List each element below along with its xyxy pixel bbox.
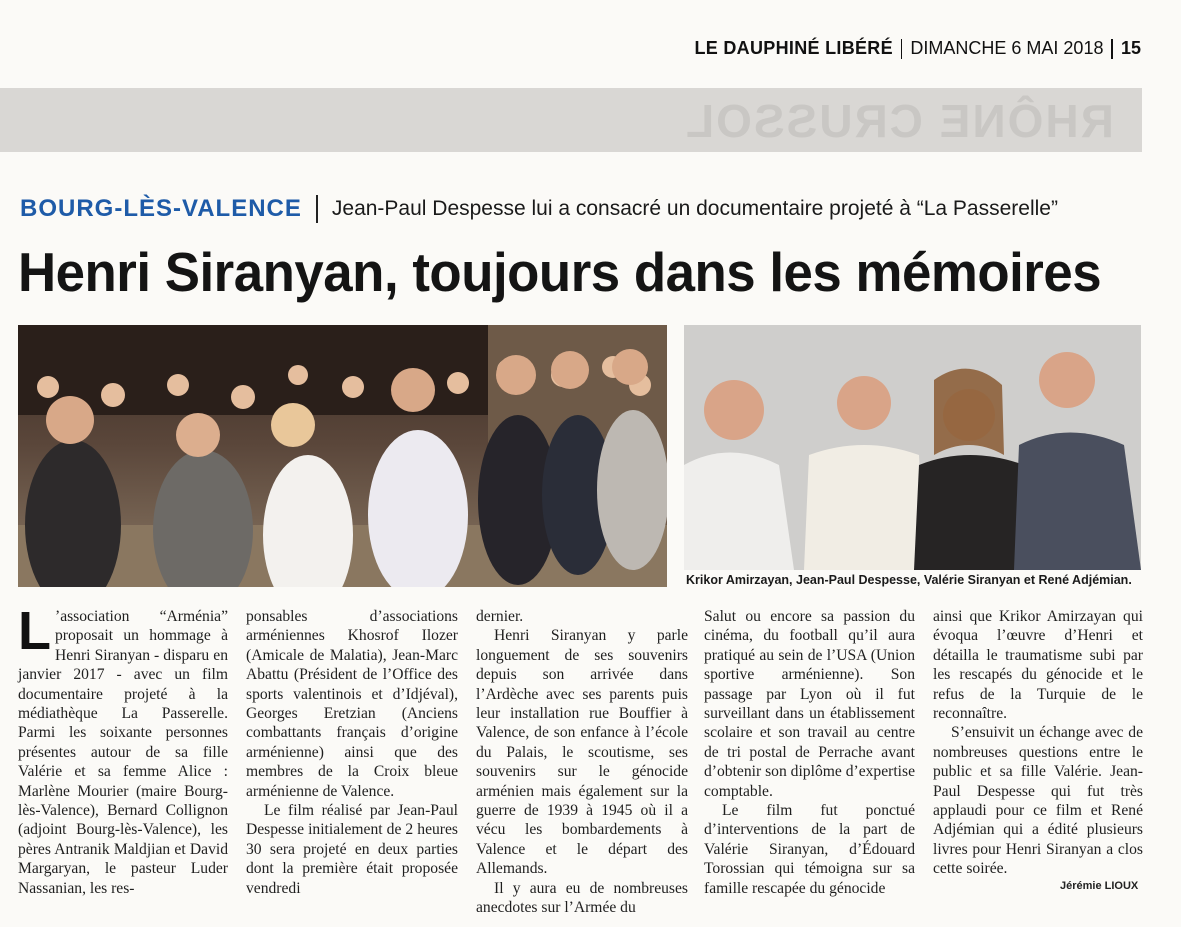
masthead-divider [1111, 39, 1113, 59]
masthead-divider [901, 39, 903, 59]
paragraph: Le film réalisé par Jean-Paul Despesse initialement de 2 heures 30 sera projeté en deux parties dont la première était proposée vendredi [246, 802, 458, 897]
kicker-divider [316, 195, 318, 223]
newspaper-name: LE DAUPHINÉ LIBÉRÉ [694, 38, 893, 58]
photo-caption: Krikor Amirzayan, Jean-Paul Despesse, Valérie Siranyan et René Adjémian. [686, 573, 1132, 587]
issue-date: DIMANCHE 6 MAI 2018 [910, 38, 1104, 58]
audience-illustration [18, 325, 667, 587]
drop-cap: L [18, 601, 51, 661]
paragraph: S’ensuivit un échange avec de nombreuses questions entre le public et sa fille Valérie. Jean-Paul Despesse qui fut très applaudi pour ce film et René Adjémian qui a édité plusieurs livres pour Henri Siranyan a clos cette soirée. [933, 724, 1143, 878]
paragraph: ponsables d’associations arméniennes Khosrof Ilozer (Amicale de Malatia), Jean-Marc Abattu (Président de l’Office des sports valentinois et d’Idjéval), Georges Eretzian (Anciens combattants français d’origine arménienne) ainsi que des membres de la Croix bleue arménienne de Valence. [246, 608, 458, 800]
show-through-text: RHÔNE CRUSSOL [684, 95, 1114, 147]
paragraph: ’association “Arménia” proposait un hommage à Henri Siranyan - disparu en janvier 2017 - avec un film documentaire projeté à la médiathèque La Passerelle. Parmi les soixante personnes présentes autour de sa fille Valérie et sa femme Alice : Marlène Mourier (maire Bourg-lès-Valence), Bernard Collignon (adjoint Bourg-lès-Valence), les pères Antranik Maldjian et David Margaryan, le pasteur Luder Nassanian, les res- [18, 608, 228, 897]
article-column-2 [246, 607, 458, 898]
audience-photo [18, 325, 667, 587]
section-band [0, 88, 1142, 152]
article-author: Jérémie LIOUX [1060, 880, 1139, 892]
paragraph: Le film fut ponctué d’interventions de la part de Valérie Siranyan, d’Édouard Torossian qui témoigna sur sa famille rescapée du génocide [704, 802, 915, 897]
article-kicker [20, 195, 1058, 223]
article-column-1 [18, 601, 228, 898]
article-column-4 [704, 607, 915, 898]
masthead [694, 38, 1141, 59]
paragraph: dernier. [476, 608, 524, 625]
paragraph: Henri Siranyan y parle longuement de ses souvenirs depuis son arrivée dans l’Ardèche avec ses parents puis leur installation rue Bouffier à Valence, de son enfance à l’école du Palais, le scoutisme, ses souvenirs sur le génocide arménien mais également sur la guerre de 1939 à 1945 où il a vécu les bombardements à Valence et le départ des Allemands. [476, 627, 688, 878]
article-headline: Henri Siranyan, toujours dans les mémoires [18, 241, 1102, 303]
page-number: 15 [1120, 38, 1141, 58]
group-portrait-photo [684, 325, 1141, 570]
article-subtitle: Jean-Paul Despesse lui a consacré un documentaire projeté à “La Passerelle” [331, 197, 1058, 220]
paragraph: Salut ou encore sa passion du cinéma, du football qu’il aura pratiqué au sein de l’USA (Union sportive arménienne). Son passage par Lyon où il fut surveillant dans un établissement scolaire et son travail au centre de tri postal de Perrache avant d’obtenir son diplôme d’expertise comptable. [704, 608, 915, 800]
article-column-3 [476, 607, 688, 918]
article-column-5 [933, 607, 1143, 879]
group-portrait-illustration [684, 325, 1141, 570]
location-label: BOURG-LÈS-VALENCE [20, 195, 302, 222]
paragraph: Il y aura eu de nombreuses anecdotes sur l’Armée du [476, 879, 688, 917]
paragraph: ainsi que Krikor Amirzayan qui évoqua l’œuvre d’Henri et détailla le traumatisme subi par les rescapés du génocide et le refus de la Turquie de le reconnaître. [933, 608, 1143, 723]
